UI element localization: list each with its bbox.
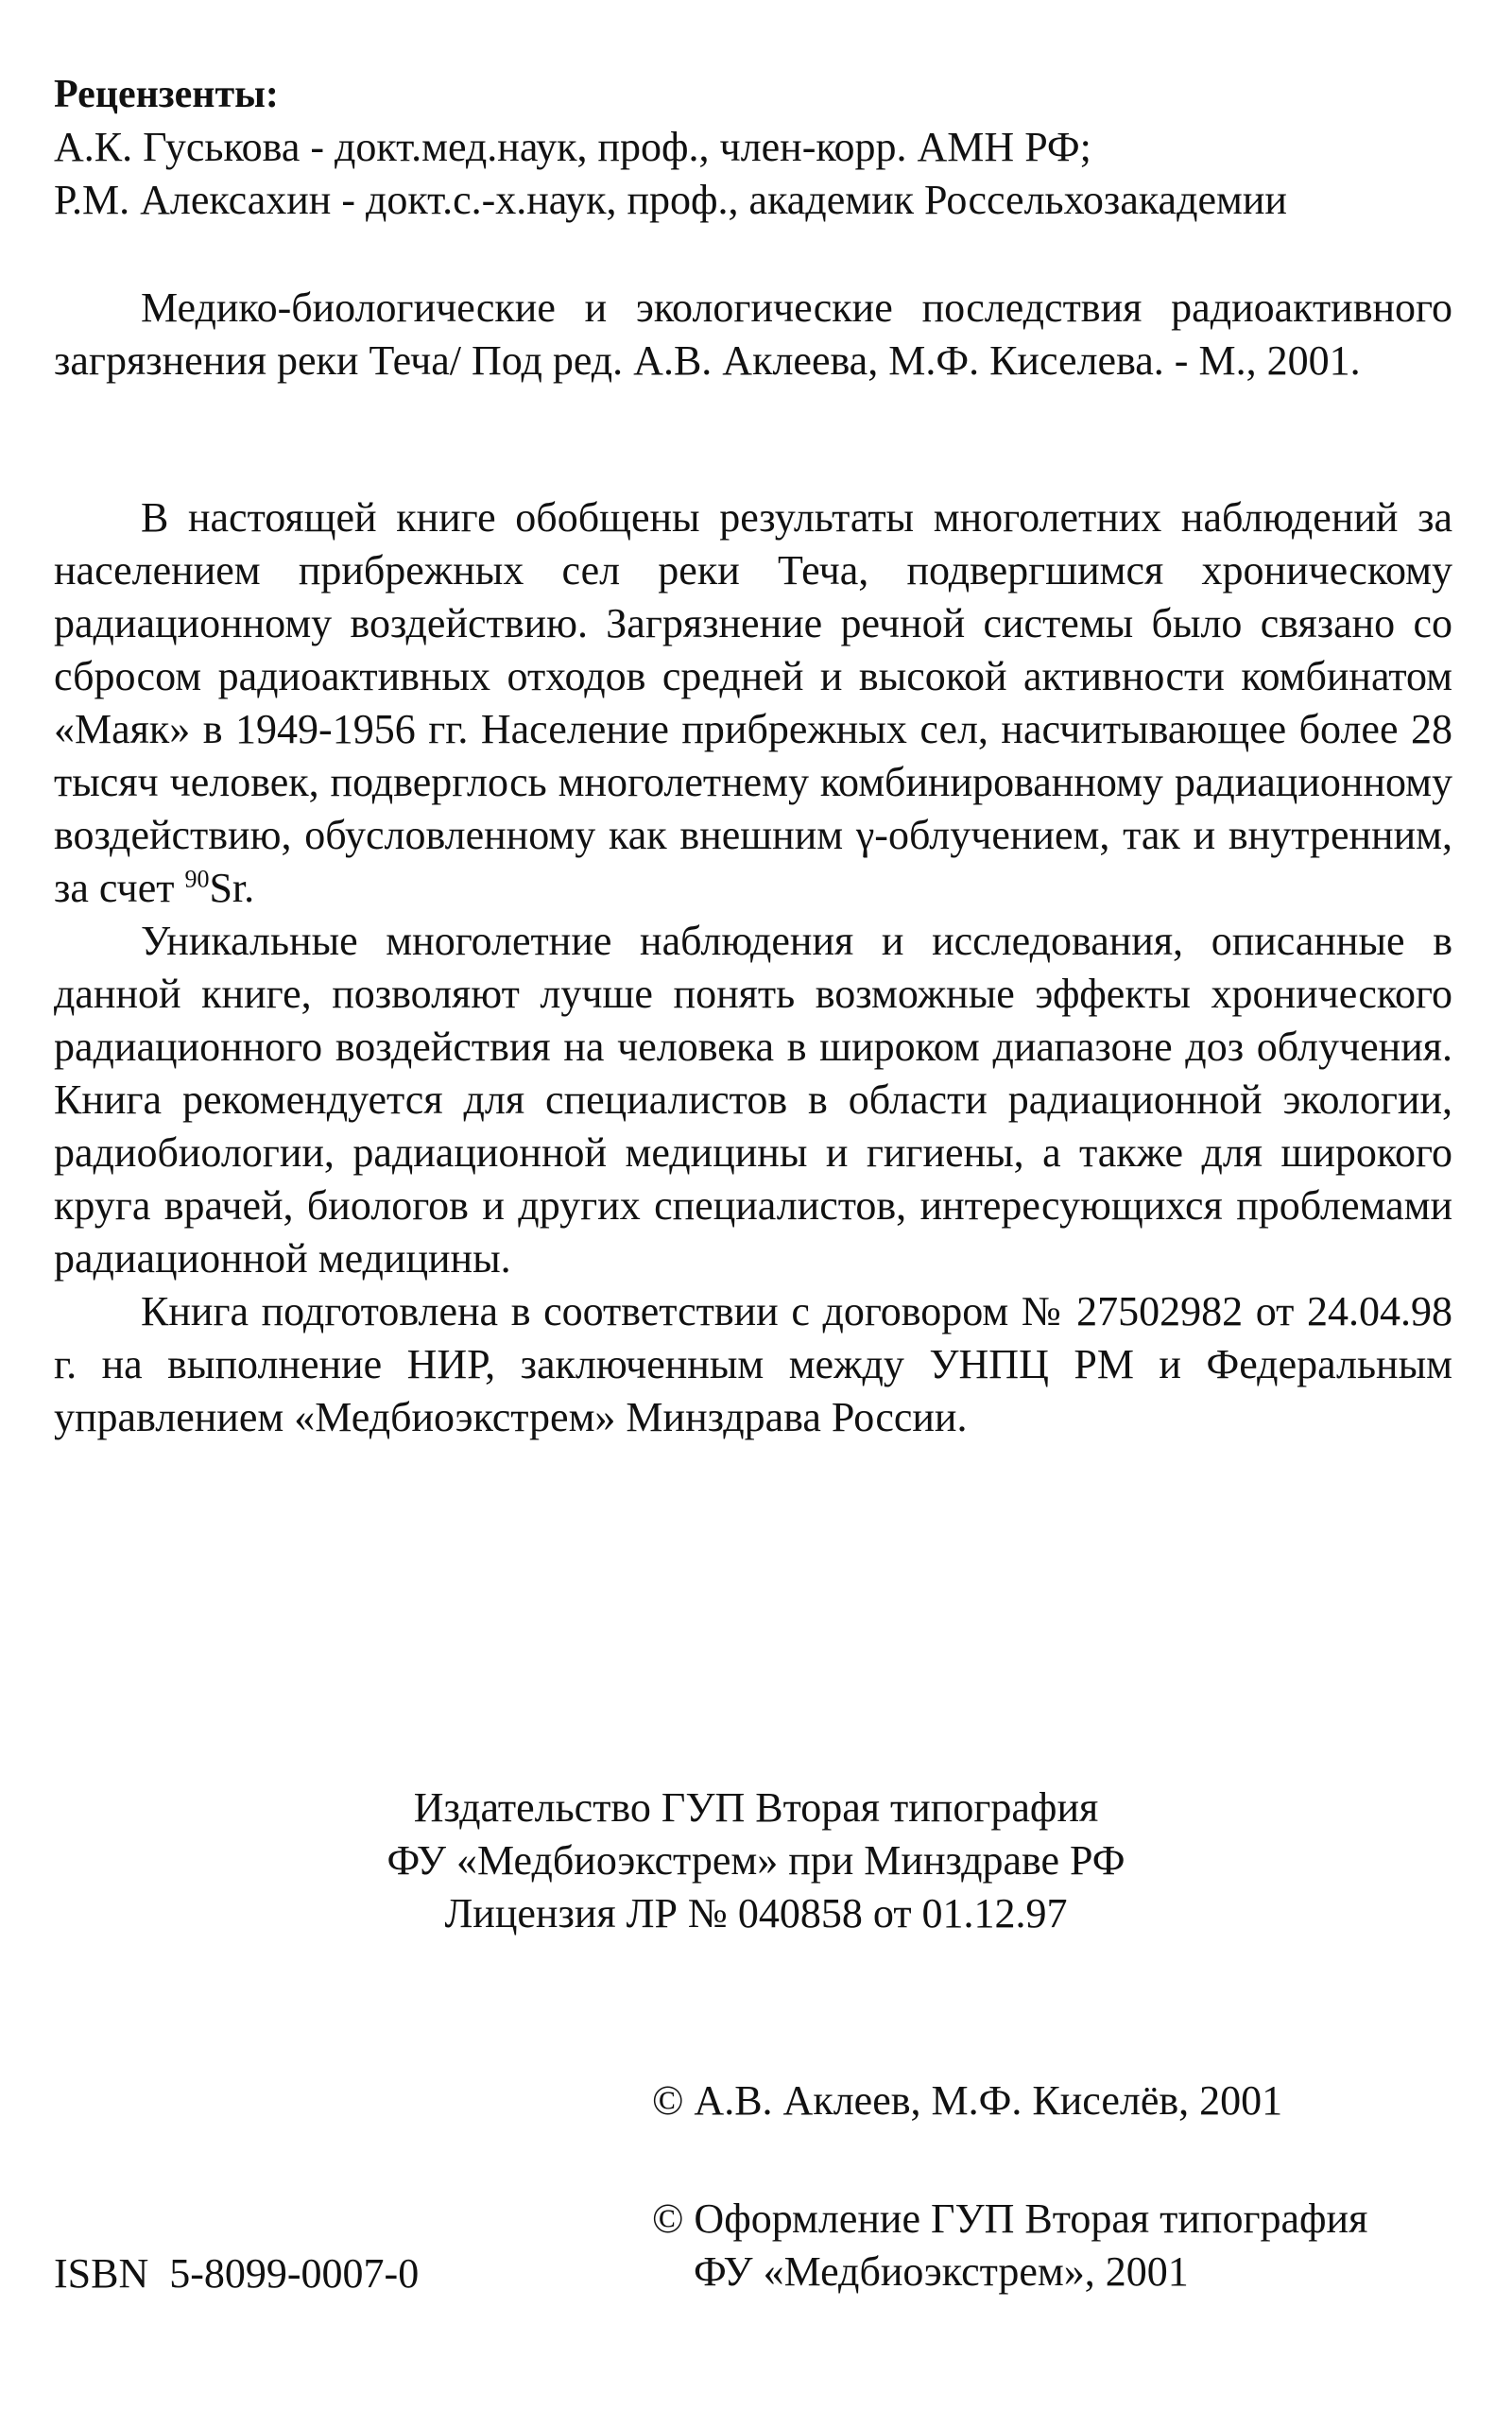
abstract-paragraph: Книга подготовлена в соответствии с договором № 27502982 от 24.04.98 г. на выполнение НИР, заключенным между УНПЦ РМ и Федеральным управлением «Медбиоэкстрем» Минздрава России.: [54, 1288, 1452, 1440]
publisher-info: [0, 1782, 1512, 1940]
copyright-authors: © А.В. Аклеев, М.Ф. Киселёв, 2001: [652, 2077, 1283, 2124]
reviewer-line: А.К. Гуськова - докт.мед.наук, проф., член-корр. АМН РФ;: [54, 124, 1091, 170]
publisher-license: Лицензия ЛР № 040858 от 01.12.97: [444, 1890, 1068, 1937]
abstract-paragraph: Уникальные многолетние наблюдения и исследования, описанные в данной книге, позволяют лучше понять возможные эффекты хронического радиационного воздействия на человека в широком диапазоне доз облучения. Книга рекомендуется для специалистов в области радиационной экологии, радиобиологии, радиационной медицины и гигиены, а также для широкого круга врачей, биологов и других специалистов, интересующихся проблемами радиационной медицины.: [54, 918, 1452, 1282]
isbn-number: ISBN 5-8099-0007-0: [54, 2250, 420, 2297]
isotope-symbol: Sr.: [209, 865, 255, 911]
abstract-section: [54, 491, 1452, 1444]
abstract-paragraph-text: В настоящей книге обобщены результаты многолетних наблюдений за населением прибрежных сел реки Теча, подвергшимся хроническому радиационному воздействию. Загрязнение речной системы было связано со сбросом радиоактивных отходов средней и высокой активности комбинатом «Маяк» в 1949-1956 гг. Население прибрежных сел, насчитывающее более 28 тысяч человек, подверглось многолетнему комбинированному радиационному воздействию, обусловленному как внешним γ-облучением, так и внутренним, за счет: [54, 494, 1452, 911]
copyright-design-line: © Оформление ГУП Вторая типография: [652, 2195, 1368, 2242]
isotope-mass-number: 90: [184, 865, 210, 893]
publisher-line: ФУ «Медбиоэкстрем» при Минздраве РФ: [387, 1837, 1125, 1884]
copyright-design-line: ФУ «Медбиоэкстрем», 2001: [694, 2248, 1189, 2295]
abstract-paragraph: [54, 491, 1452, 915]
reviewers-section: [54, 68, 1452, 227]
reviewer-line: Р.М. Алексахин - докт.с.-х.наук, проф., академик Россельхозакадемии: [54, 177, 1287, 223]
copyright-design: [652, 2193, 1367, 2298]
publisher-line: Издательство ГУП Вторая типография: [413, 1784, 1099, 1831]
reviewers-title: Рецензенты:: [54, 73, 279, 116]
bibliographic-citation: Медико-биологические и экологические последствия радиоактивного загрязнения реки Теча/ Под ред. А.В. Аклеева, М.Ф. Киселева. - М., 2001.: [54, 284, 1452, 384]
